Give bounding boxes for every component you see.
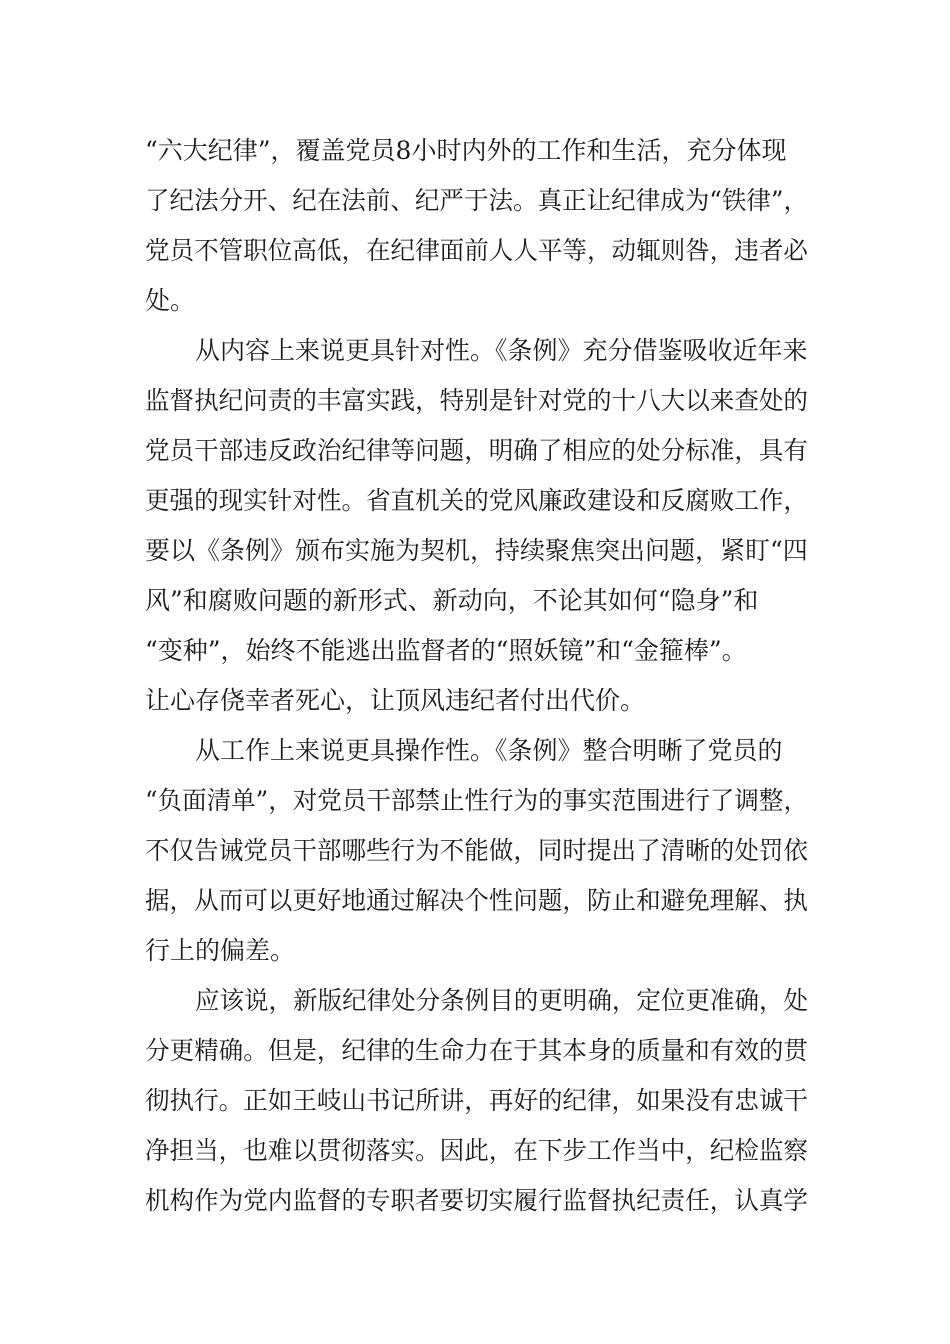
line-text: 机构作为党内监督的专职者要切实履行监督执纪责任，认真学 (145, 1186, 809, 1215)
line-text: 了纪法分开、纪在法前、纪严于法。真正让纪律成为“铁律”， (145, 186, 809, 215)
paragraph-first-line (0, 731, 950, 771)
text-line (0, 1081, 950, 1121)
text-line (0, 431, 950, 471)
line-text: 让心存侥幸者死心，让顶风违纪者付出代价。 (145, 686, 646, 715)
line-text: 行上的偏差。 (145, 936, 296, 965)
text-line (0, 181, 950, 221)
line-text: 党员不管职位高低，在纪律面前人人平等，动辄则咎，违者必 (145, 236, 809, 265)
text-line (0, 881, 950, 921)
text-line (0, 1131, 950, 1171)
line-text: 党员干部违反政治纪律等问题，明确了相应的处分标准，具有 (145, 436, 809, 465)
line-text: “变种”，始终不能逃出监督者的“照妖镜”和“金箍棒”。 (145, 636, 747, 665)
text-line (0, 781, 950, 821)
line-text: 不仅告诫党员干部哪些行为不能做，同时提出了清晰的处罚依 (145, 836, 809, 865)
text-line (0, 1031, 950, 1071)
line-text: 从工作上来说更具操作性。《条例》整合明晰了党员的 (195, 736, 783, 765)
paragraph-first-line (0, 981, 950, 1021)
line-text: 净担当，也难以贯彻落实。因此，在下步工作当中，纪检监察 (145, 1136, 809, 1165)
text-line (0, 531, 950, 571)
text-line (0, 381, 950, 421)
line-text: 更强的现实针对性。省直机关的党风廉政建设和反腐败工作， (145, 486, 809, 515)
line-text: 监督执纪问责的丰富实践，特别是针对党的十八大以来查处的 (145, 386, 809, 415)
line-text: 要以《条例》颁布实施为契机，持续聚焦突出问题，紧盯“四 (145, 536, 808, 565)
text-line (0, 931, 950, 971)
paragraph-first-line (0, 331, 950, 371)
line-text: 处。 (145, 286, 196, 315)
line-text: 据，从而可以更好地通过解决个性问题，防止和避免理解、执 (145, 886, 809, 915)
line-text: 应该说，新版纪律处分条例目的更明确，定位更准确，处 (195, 986, 809, 1015)
text-line (0, 231, 950, 271)
line-text: 风”和腐败问题的新形式、新动向，不论其如何“隐身”和 (145, 586, 759, 615)
text-line (0, 631, 950, 671)
text-line (0, 131, 950, 171)
line-text: “六大纪律”，覆盖党员8小时内外的工作和生活，充分体现 (145, 136, 787, 165)
text-line (0, 481, 950, 521)
text-line (0, 831, 950, 871)
line-text: 分更精确。但是，纪律的生命力在于其本身的质量和有效的贯 (145, 1036, 809, 1065)
text-line (0, 281, 950, 321)
line-text: 从内容上来说更具针对性。《条例》充分借鉴吸收近年来 (195, 336, 808, 365)
line-text: 彻执行。正如王岐山书记所讲，再好的纪律，如果没有忠诚干 (145, 1086, 809, 1115)
text-line (0, 1181, 950, 1221)
text-line (0, 581, 950, 621)
line-text: “负面清单”，对党员干部禁止性行为的事实范围进行了调整， (145, 786, 809, 815)
text-line (0, 681, 950, 721)
